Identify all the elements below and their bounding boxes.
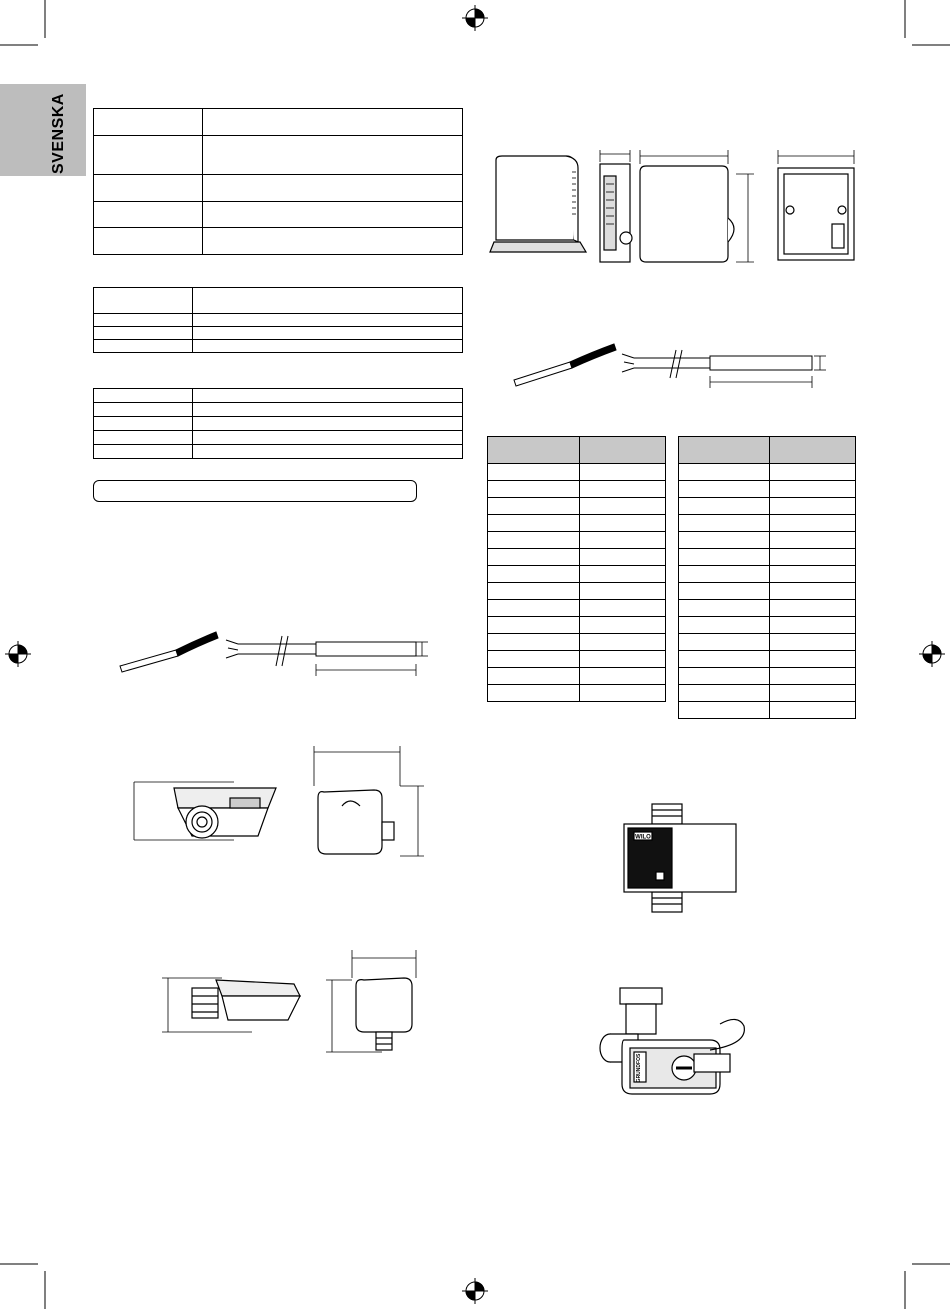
table-row (488, 668, 666, 685)
room-unit-drawings (488, 148, 868, 268)
table-row (94, 389, 463, 403)
table-row (679, 668, 856, 685)
table-row (488, 566, 666, 583)
resistance-table-right (678, 436, 856, 719)
table-row (679, 498, 856, 515)
cable-sensor-drawing-left (116, 626, 436, 682)
table-row (679, 600, 856, 617)
table-row (488, 634, 666, 651)
table-row (679, 532, 856, 549)
table-row (94, 175, 463, 202)
table-row (94, 403, 463, 417)
table-row (488, 515, 666, 532)
table-row (679, 685, 856, 702)
cable-sensor-drawing-right (510, 336, 830, 392)
table-row (94, 340, 463, 353)
table-row (488, 617, 666, 634)
table-row (679, 651, 856, 668)
table-row (94, 202, 463, 228)
table-row (488, 532, 666, 549)
spec-table-1 (93, 108, 463, 255)
table-row (94, 445, 463, 459)
table-row (488, 651, 666, 668)
table-row (679, 464, 856, 481)
table-row (679, 583, 856, 600)
spec-table-2 (93, 287, 463, 353)
table-row (94, 288, 463, 314)
language-tab-label: SVENSKA (50, 93, 67, 174)
pump-drawing-grundfos (598, 984, 758, 1100)
contact-sensor-drawing (152, 944, 432, 1056)
registration-mark-icon (919, 641, 945, 667)
table-row (94, 417, 463, 431)
resistance-table-left (487, 436, 666, 702)
table-row (488, 583, 666, 600)
table-row (488, 498, 666, 515)
table-row (679, 515, 856, 532)
spec-table-3 (93, 388, 463, 459)
table-header-row (679, 437, 856, 464)
registration-mark-icon (5, 641, 31, 667)
pump-drawing-wilo (622, 800, 742, 916)
table-row (679, 566, 856, 583)
table-header-row (488, 437, 666, 464)
table-row (94, 228, 463, 255)
table-row (679, 634, 856, 651)
table-row (488, 685, 666, 702)
wilo-logo: WILO (635, 834, 651, 841)
table-row (94, 314, 463, 327)
note-box (93, 480, 417, 502)
grundfos-logo: GRUNDFOS (636, 1053, 642, 1083)
table-row (488, 600, 666, 617)
table-row (94, 136, 463, 175)
table-row (94, 109, 463, 136)
table-row (679, 702, 856, 719)
outdoor-sensor-drawing (118, 742, 438, 866)
table-row (679, 549, 856, 566)
registration-mark-icon (462, 1278, 488, 1304)
table-row (679, 481, 856, 498)
table-row (488, 549, 666, 566)
table-row (488, 481, 666, 498)
table-row (488, 464, 666, 481)
table-row (679, 617, 856, 634)
table-row (94, 327, 463, 340)
registration-mark-icon (462, 5, 488, 31)
table-row (94, 431, 463, 445)
